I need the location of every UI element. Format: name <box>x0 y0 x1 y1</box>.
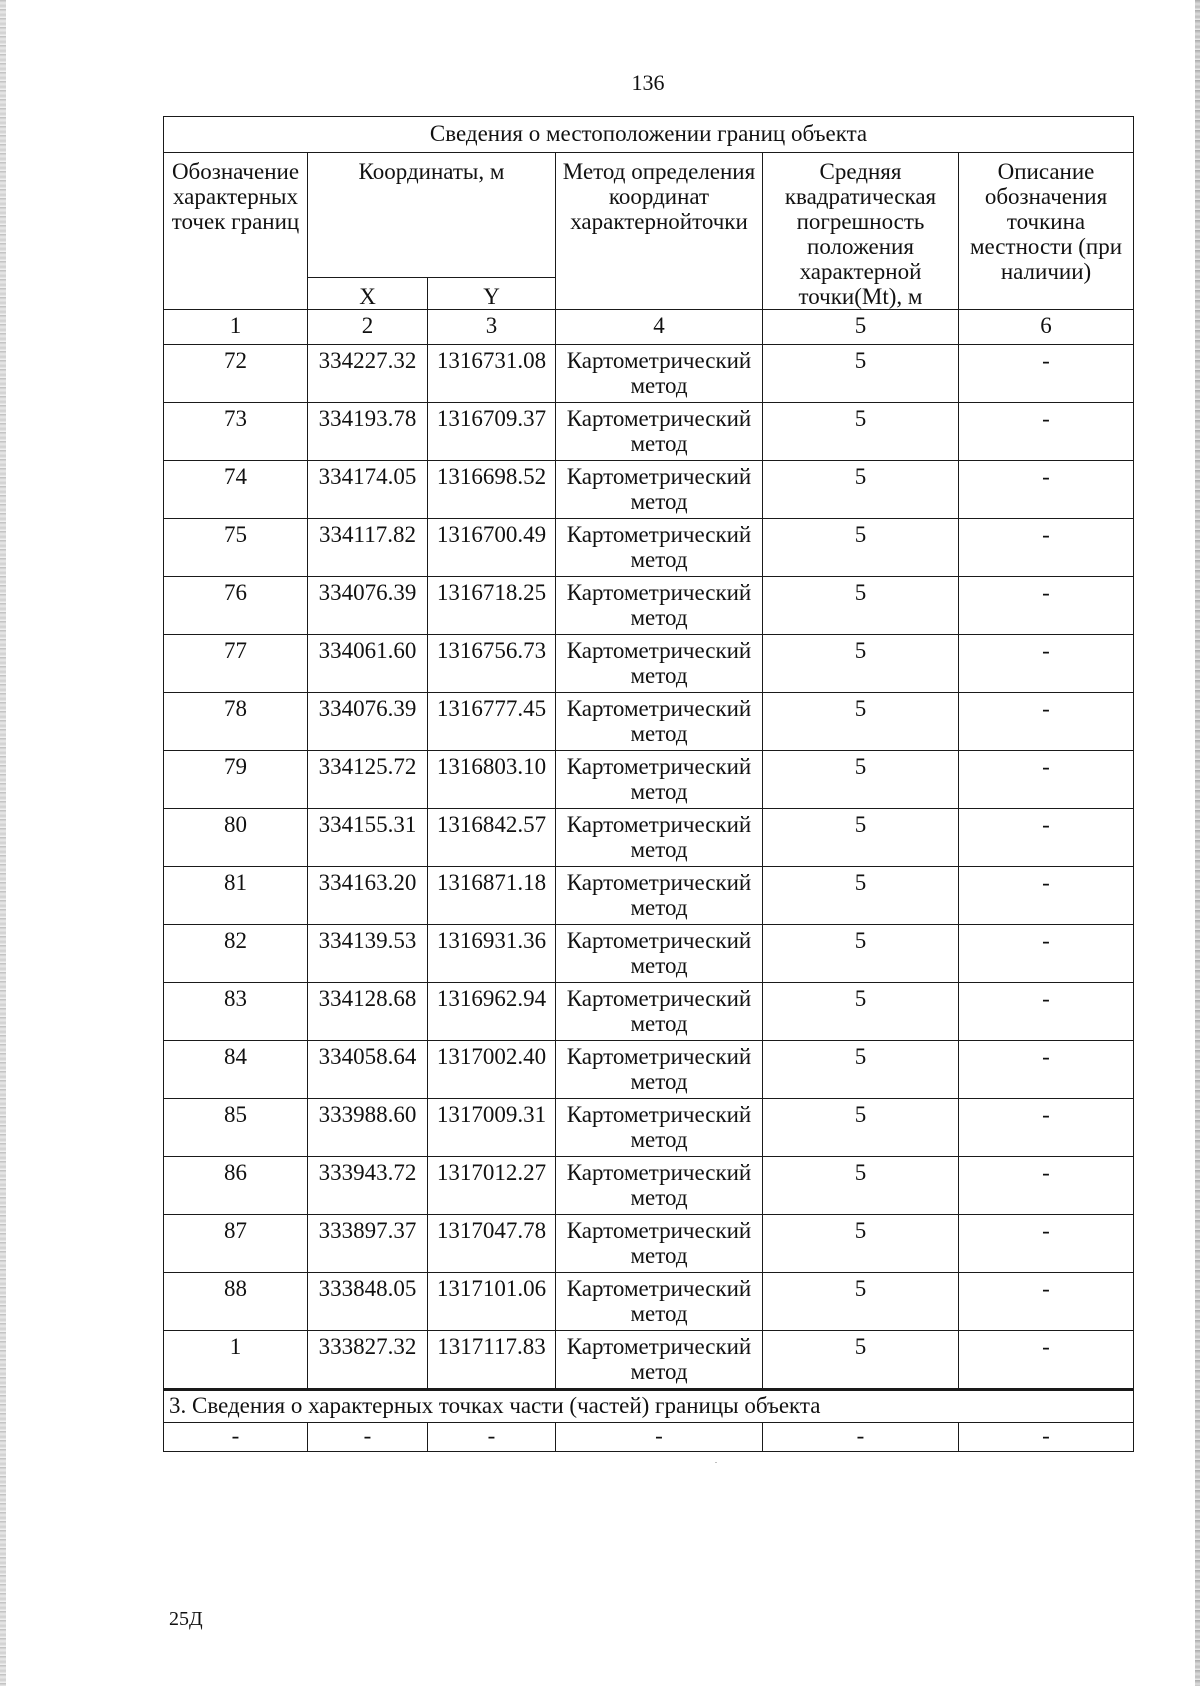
method-cell: Картометрический метод <box>556 403 763 461</box>
table-row <box>164 751 1134 809</box>
footer-code: 25Д <box>169 1608 203 1630</box>
table-row <box>164 925 1134 983</box>
point-cell: 1 <box>164 1331 308 1390</box>
table-row <box>164 519 1134 577</box>
header-description: Описание обозначения точкина местности (при наличии) <box>959 153 1134 310</box>
x-coordinate-cell: 334155.31 <box>308 809 428 867</box>
error-cell: 5 <box>763 1273 959 1331</box>
table-row <box>164 867 1134 925</box>
description-cell: - <box>959 693 1134 751</box>
method-cell: Картометрический метод <box>556 693 763 751</box>
column-number: 3 <box>428 310 556 345</box>
error-cell: 5 <box>763 693 959 751</box>
header-method: Метод определения координат характернойточки <box>556 153 763 310</box>
scan-speck <box>715 1462 717 1463</box>
description-cell: - <box>959 635 1134 693</box>
point-cell: 76 <box>164 577 308 635</box>
scan-left-edge <box>0 0 6 1686</box>
error-cell: 5 <box>763 1099 959 1157</box>
point-cell: 74 <box>164 461 308 519</box>
column-number: 6 <box>959 310 1134 345</box>
y-coordinate-cell: 1316931.36 <box>428 925 556 983</box>
x-coordinate-cell: 333848.05 <box>308 1273 428 1331</box>
y-coordinate-cell: 1316700.49 <box>428 519 556 577</box>
y-coordinate-cell: 1316871.18 <box>428 867 556 925</box>
section3-cell: - <box>959 1423 1134 1452</box>
description-cell: - <box>959 1157 1134 1215</box>
section3-cell: - <box>428 1423 556 1452</box>
method-cell: Картометрический метод <box>556 1099 763 1157</box>
x-coordinate-cell: 334058.64 <box>308 1041 428 1099</box>
method-cell: Картометрический метод <box>556 867 763 925</box>
table-row <box>164 345 1134 403</box>
y-coordinate-cell: 1317047.78 <box>428 1215 556 1273</box>
page-number: 136 <box>631 70 665 95</box>
y-coordinate-cell: 1316803.10 <box>428 751 556 809</box>
column-number: 1 <box>164 310 308 345</box>
table-row <box>164 983 1134 1041</box>
header-coordinates: Координаты, м <box>308 153 556 278</box>
scan-right-edge <box>1195 0 1200 1686</box>
method-cell: Картометрический метод <box>556 1215 763 1273</box>
description-cell: - <box>959 867 1134 925</box>
boundary-coordinates-table <box>163 116 1134 1452</box>
point-cell: 88 <box>164 1273 308 1331</box>
table-title: Сведения о местоположении границ объекта <box>164 117 1134 153</box>
section3-title: 3. Сведения о характерных точках части (частей) границы объекта <box>164 1390 1134 1423</box>
point-cell: 87 <box>164 1215 308 1273</box>
section3-row <box>164 1423 1134 1452</box>
section3-cell: - <box>308 1423 428 1452</box>
error-cell: 5 <box>763 867 959 925</box>
method-cell: Картометрический метод <box>556 519 763 577</box>
point-cell: 85 <box>164 1099 308 1157</box>
description-cell: - <box>959 577 1134 635</box>
error-cell: 5 <box>763 519 959 577</box>
point-cell: 80 <box>164 809 308 867</box>
error-cell: 5 <box>763 577 959 635</box>
x-coordinate-cell: 333827.32 <box>308 1331 428 1390</box>
error-cell: 5 <box>763 1331 959 1390</box>
error-cell: 5 <box>763 345 959 403</box>
method-cell: Картометрический метод <box>556 809 763 867</box>
y-coordinate-cell: 1317002.40 <box>428 1041 556 1099</box>
description-cell: - <box>959 345 1134 403</box>
method-cell: Картометрический метод <box>556 925 763 983</box>
error-cell: 5 <box>763 635 959 693</box>
error-cell: 5 <box>763 751 959 809</box>
error-cell: 5 <box>763 809 959 867</box>
error-cell: 5 <box>763 925 959 983</box>
y-coordinate-cell: 1317101.06 <box>428 1273 556 1331</box>
y-coordinate-cell: 1316756.73 <box>428 635 556 693</box>
y-coordinate-cell: 1317117.83 <box>428 1331 556 1390</box>
table-row <box>164 577 1134 635</box>
x-coordinate-cell: 334125.72 <box>308 751 428 809</box>
column-number: 2 <box>308 310 428 345</box>
y-coordinate-cell: 1317009.31 <box>428 1099 556 1157</box>
method-cell: Картометрический метод <box>556 1273 763 1331</box>
point-cell: 79 <box>164 751 308 809</box>
description-cell: - <box>959 809 1134 867</box>
point-cell: 82 <box>164 925 308 983</box>
point-cell: 81 <box>164 867 308 925</box>
table-row <box>164 1331 1134 1390</box>
description-cell: - <box>959 925 1134 983</box>
description-cell: - <box>959 1273 1134 1331</box>
y-coordinate-cell: 1316718.25 <box>428 577 556 635</box>
point-cell: 78 <box>164 693 308 751</box>
point-cell: 73 <box>164 403 308 461</box>
method-cell: Картометрический метод <box>556 1157 763 1215</box>
method-cell: Картометрический метод <box>556 1041 763 1099</box>
x-coordinate-cell: 334128.68 <box>308 983 428 1041</box>
point-cell: 77 <box>164 635 308 693</box>
x-coordinate-cell: 334076.39 <box>308 577 428 635</box>
x-coordinate-cell: 334174.05 <box>308 461 428 519</box>
point-cell: 86 <box>164 1157 308 1215</box>
method-cell: Картометрический метод <box>556 635 763 693</box>
column-numbers-row <box>164 310 1134 345</box>
error-cell: 5 <box>763 1041 959 1099</box>
description-cell: - <box>959 983 1134 1041</box>
x-coordinate-cell: 334193.78 <box>308 403 428 461</box>
table-row <box>164 1273 1134 1331</box>
section3-cell: - <box>763 1423 959 1452</box>
section3-cell: - <box>556 1423 763 1452</box>
table-row <box>164 1215 1134 1273</box>
table-row <box>164 461 1134 519</box>
column-number: 4 <box>556 310 763 345</box>
method-cell: Картометрический метод <box>556 577 763 635</box>
description-cell: - <box>959 1331 1134 1390</box>
description-cell: - <box>959 461 1134 519</box>
y-coordinate-cell: 1316731.08 <box>428 345 556 403</box>
x-coordinate-cell: 334227.32 <box>308 345 428 403</box>
x-coordinate-cell: 333988.60 <box>308 1099 428 1157</box>
error-cell: 5 <box>763 983 959 1041</box>
x-coordinate-cell: 334117.82 <box>308 519 428 577</box>
x-coordinate-cell: 333897.37 <box>308 1215 428 1273</box>
method-cell: Картометрический метод <box>556 751 763 809</box>
section3-cell: - <box>164 1423 308 1452</box>
y-coordinate-cell: 1316962.94 <box>428 983 556 1041</box>
method-cell: Картометрический метод <box>556 983 763 1041</box>
point-cell: 75 <box>164 519 308 577</box>
table-row <box>164 1041 1134 1099</box>
table-row <box>164 809 1134 867</box>
table-header-row <box>164 153 1134 278</box>
y-coordinate-cell: 1316709.37 <box>428 403 556 461</box>
table-title-row <box>164 117 1134 153</box>
point-cell: 84 <box>164 1041 308 1099</box>
description-cell: - <box>959 1041 1134 1099</box>
table-row <box>164 1099 1134 1157</box>
point-cell: 72 <box>164 345 308 403</box>
y-coordinate-cell: 1316777.45 <box>428 693 556 751</box>
table-row <box>164 693 1134 751</box>
table-row <box>164 1157 1134 1215</box>
header-x: X <box>308 278 428 310</box>
table-row <box>164 403 1134 461</box>
point-cell: 83 <box>164 983 308 1041</box>
x-coordinate-cell: 334061.60 <box>308 635 428 693</box>
column-number: 5 <box>763 310 959 345</box>
y-coordinate-cell: 1316698.52 <box>428 461 556 519</box>
error-cell: 5 <box>763 1215 959 1273</box>
header-error: Средняя квадратическая погрешность положения характерной точки(Mt), м <box>763 153 959 310</box>
x-coordinate-cell: 334163.20 <box>308 867 428 925</box>
method-cell: Картометрический метод <box>556 345 763 403</box>
description-cell: - <box>959 519 1134 577</box>
error-cell: 5 <box>763 461 959 519</box>
error-cell: 5 <box>763 1157 959 1215</box>
y-coordinate-cell: 1316842.57 <box>428 809 556 867</box>
x-coordinate-cell: 334139.53 <box>308 925 428 983</box>
description-cell: - <box>959 1215 1134 1273</box>
error-cell: 5 <box>763 403 959 461</box>
section3-title-row <box>164 1390 1134 1423</box>
x-coordinate-cell: 333943.72 <box>308 1157 428 1215</box>
method-cell: Картометрический метод <box>556 1331 763 1390</box>
description-cell: - <box>959 751 1134 809</box>
header-designation: Обозначение характерных точек границ <box>164 153 308 310</box>
x-coordinate-cell: 334076.39 <box>308 693 428 751</box>
table-row <box>164 635 1134 693</box>
description-cell: - <box>959 1099 1134 1157</box>
method-cell: Картометрический метод <box>556 461 763 519</box>
description-cell: - <box>959 403 1134 461</box>
y-coordinate-cell: 1317012.27 <box>428 1157 556 1215</box>
header-y: Y <box>428 278 556 310</box>
